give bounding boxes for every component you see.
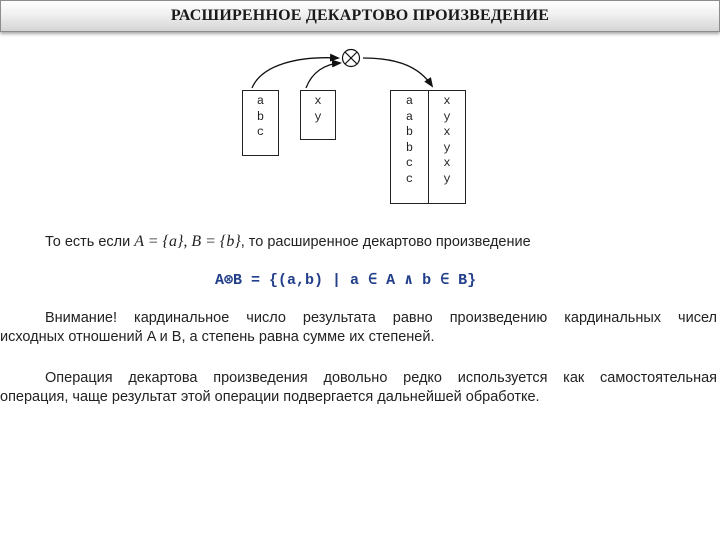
table-cell: b [405, 125, 414, 139]
page-title: РАСШИРЕННОЕ ДЕКАРТОВО ПРОИЗВЕДЕНИЕ [170, 7, 550, 24]
table-cell: y [443, 140, 451, 155]
table-cell: x [443, 156, 451, 170]
table-cell: b [256, 109, 265, 124]
table-cell: a [405, 94, 414, 108]
table-cell: c [256, 125, 265, 139]
table-cell: x [314, 94, 322, 108]
intro-suffix: , то расширенное декартово произведение [240, 234, 531, 250]
formula: A⊗B = {(a,b) | a ∈ A ∧ b ∈ B} [215, 272, 477, 289]
attention-paragraph [0, 309, 717, 347]
result-table [390, 90, 466, 204]
table-cell: c [405, 171, 414, 186]
circled-times-icon [343, 50, 360, 67]
arrow-a-to-operator [252, 58, 338, 88]
table-cell: x [443, 94, 451, 108]
attention-line-1: Внимание! кардинальное число результата равно произведению кардинальных чисел [45, 310, 717, 326]
diagram-arrows [0, 0, 720, 230]
table-cell: a [405, 109, 414, 124]
attention-line-2: исходных отношений A и B, а степень равна сумме их степеней. [0, 329, 435, 345]
table-cell: y [314, 109, 322, 124]
table-cell: y [443, 109, 451, 124]
relation-a-column [243, 94, 278, 141]
arrow-b-to-operator [306, 63, 340, 88]
relation-b-column [301, 94, 335, 125]
result-left-column [391, 94, 428, 187]
relation-a-table [242, 90, 279, 156]
table-cell: x [443, 125, 451, 139]
intro-sentence [45, 233, 531, 251]
operation-line-2: операция, чаще результат этой операции подвергается дальнейшей обработке. [0, 389, 540, 405]
intro-prefix: То есть если [45, 234, 135, 250]
relation-b-table [300, 90, 336, 140]
operation-line-1: Операция декартова произведения довольно редко используется как самостоятельная [45, 370, 717, 386]
table-cell: a [256, 94, 265, 108]
table-cell: c [405, 156, 414, 170]
operation-paragraph [0, 369, 717, 407]
table-cell: y [443, 171, 451, 186]
arrow-operator-to-result [363, 58, 432, 86]
table-cell: b [405, 140, 414, 155]
cartesian-diagram [0, 0, 720, 230]
result-right-column [429, 94, 465, 187]
intro-math: A = {a}, B = {b} [134, 233, 241, 250]
